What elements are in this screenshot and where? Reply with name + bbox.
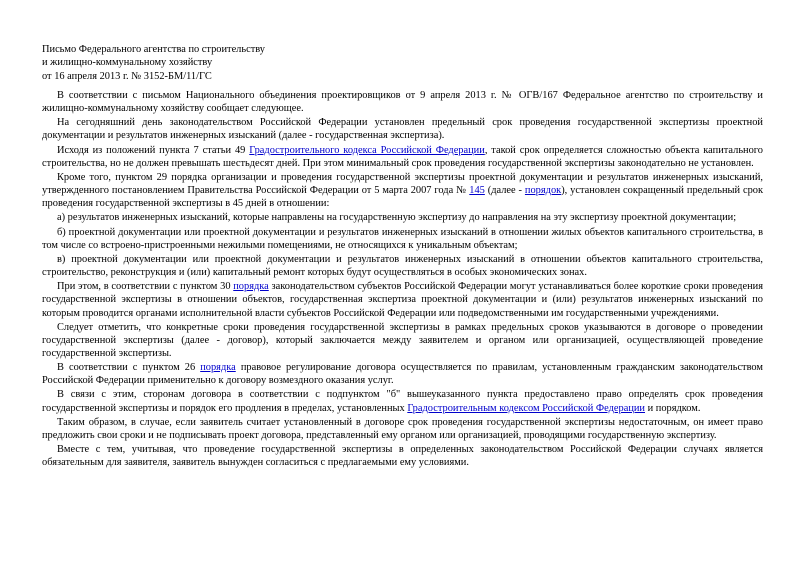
- link-gradostroitelny-kodeks[interactable]: Градостроительного кодекса Российской Федерации: [249, 144, 485, 156]
- paragraph-8-text-b: законодательством субъектов Российской Федерации могут устанавливаться более короткие сроки проведения государственной экспертизы в отношении объектов, государственная экспертиза проектной документации и (или) результатов инженерных изысканий по которым проводится органами исполнительной власти субъектов Российской Федерации или подведомственными им государственными учреждениями.: [42, 281, 763, 319]
- paragraph-10: [42, 361, 763, 387]
- paragraph-9: Следует отметить, что конкретные сроки проведения государственной экспертизы в рамках предельных сроков указываются в договоре о проведении государственной экспертизы (далее - договор), который заключается между заявителем и органом или организацией, осуществляющей проведение государственной экспертизы.: [42, 321, 763, 359]
- letter-body: [42, 89, 763, 470]
- link-postanovlenie-145[interactable]: 145: [469, 185, 485, 197]
- link-poryadok[interactable]: порядок: [524, 185, 562, 197]
- paragraph-4-text-c: ), установлен сокращенный предельный срок проведения государственной экспертизы в 45 дней в отношении:: [42, 185, 764, 210]
- letter-header: [42, 43, 265, 83]
- paragraph-11: [42, 388, 763, 414]
- paragraph-3-text-b: , такой срок определяется сложностью объекта капитального строительства, но не должен превышать шестьдесят дней. При этом минимальный срок проведения государственной экспертизы законодательно не установлен.: [42, 144, 764, 169]
- paragraph-1: В соответствии с письмом Национального объединения проектировщиков от 9 апреля 2013 г. № ОГВ/167 Федеральное агентство по строительству и жилищно-коммунальному хозяйству сообщает следующее.: [42, 90, 763, 115]
- paragraph-12: Таким образом, в случае, если заявитель считает установленный в договоре срок проведения государственной экспертизы недостаточным, он имеет право предложить свои сроки и не подписывать проект договора, представленный ему органом или организацией, проводящими государственную экспертизу.: [42, 416, 763, 441]
- link-poryadka-p26[interactable]: порядка: [200, 362, 236, 374]
- paragraph-13: Вместе с тем, учитывая, что проведение государственной экспертизы в определенных законодательством Российской Федерации случаях является обязательным для заявителя, заявитель вынужден согласиться с предлагаемыми ему условиями.: [42, 444, 763, 469]
- header-line-3: от 16 апреля 2013 г. № 3152-БМ/11/ГС: [42, 70, 212, 82]
- link-gradostroitelny-kodeks-2[interactable]: Градостроительным кодексом Российской Федерации: [407, 402, 645, 414]
- paragraph-3-text-a: Исходя из положений пункта 7 статьи 49: [57, 144, 250, 156]
- paragraph-8: [42, 280, 763, 319]
- header-line-2: и жилищно-коммунальному хозяйству: [42, 57, 213, 69]
- paragraph-10-text-a: В соответствии с пунктом 26: [57, 362, 201, 374]
- paragraph-10-text-b: правовое регулирование договора осуществляется по правилам, установленным гражданским законодательством Российской Федерации применительно к договору возмездного оказания услуг.: [42, 362, 763, 387]
- paragraph-2: На сегодняшний день законодательством Российской Федерации установлен предельный срок проведения государственной экспертизы проектной документации и результатов инженерных изысканий (далее - государственная экспертиза).: [42, 117, 763, 142]
- paragraph-4-text-b: (далее -: [484, 185, 525, 197]
- paragraph-8-text-a: При этом, в соответствии с пунктом 30: [57, 281, 234, 293]
- paragraph-4: [42, 171, 763, 210]
- paragraph-11-text-a: В связи с этим, сторонам договора в соответствии с подпунктом "б" вышеуказанного пункта предоставлено право определять срок проведения государственной экспертизы и порядок его продления в пределах, установленных: [42, 389, 763, 414]
- paragraph-6: б) проектной документации или проектной документации и результатов инженерных изысканий в отношении жилых объектов капитального строительства, в том числе со встроено-пристроенными нежилыми помещениями, не относящихся к уникальным объектам;: [42, 226, 763, 251]
- paragraph-7: в) проектной документации или проектной документации и результатов инженерных изысканий в отношении объектов капитального строительства, строительство, реконструкция и (или) капитальный ремонт которых будут осуществляться в особых экономических зонах.: [42, 253, 763, 279]
- paragraph-4-text-a: Кроме того, пунктом 29 порядка организации и проведения государственной экспертизы проектной документации и результатов инженерных изысканий, утвержденного постановлением Правительства Российской Федерации от 5 марта 2007 года №: [42, 171, 763, 197]
- header-line-1: Письмо Федерального агентства по строительству: [42, 44, 266, 55]
- paragraph-5: а) результатов инженерных изысканий, которые направлены на государственную экспертизу до направления на эту экспертизу проектной документации;: [57, 212, 737, 224]
- paragraph-11-text-b: и порядком.: [645, 402, 701, 414]
- link-poryadka-p30[interactable]: порядка: [233, 281, 269, 293]
- paragraph-3: [42, 144, 763, 170]
